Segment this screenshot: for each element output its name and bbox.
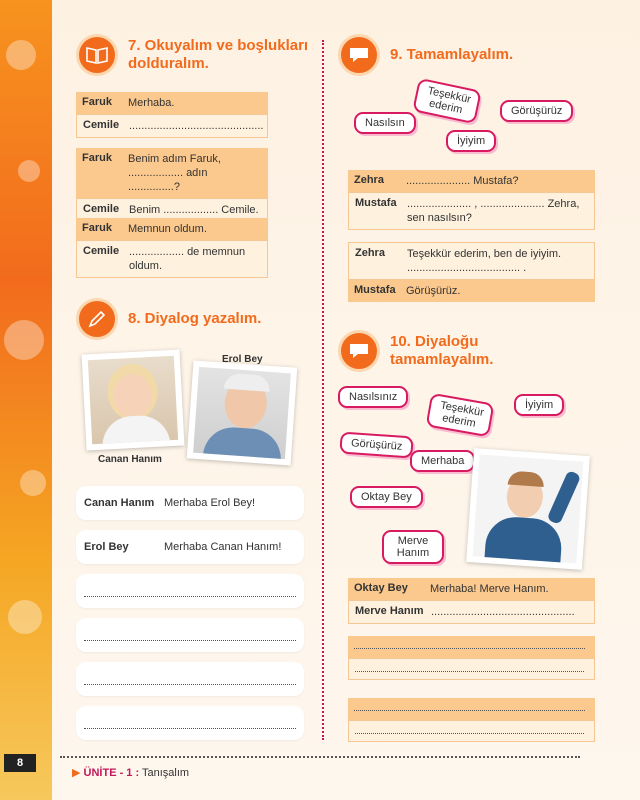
blank-writing-line[interactable] (76, 662, 304, 696)
photo-erol-bey (187, 360, 298, 465)
word-chip[interactable]: Teşekkür ederim (426, 393, 495, 438)
blank-writing-line[interactable] (348, 720, 595, 742)
dialog-row: Faruk Benim adım Faruk, .................. adın ...............? (76, 148, 268, 198)
page-number: 8 (4, 754, 36, 772)
section7-dialog-2 (76, 148, 268, 222)
arrow-right-icon: ▶ (72, 767, 81, 779)
section9-table-1 (348, 170, 595, 230)
section8-header (76, 298, 261, 340)
section10-header (338, 330, 540, 372)
caption-canan-hanim: Canan Hanım (98, 454, 162, 465)
section8-title: 8. Diyalog yazalım. (128, 310, 262, 327)
dialog-row: Faruk Merhaba. (76, 92, 268, 114)
dialog-row-canan: Canan Hanım Merhaba Erol Bey! (76, 486, 304, 520)
photo-oktay-bey (466, 448, 590, 570)
pencil-icon (76, 298, 118, 340)
section7-dialog-3 (76, 218, 268, 278)
section7-title: 7. Okuyalım ve boşlukları dolduralım. (128, 37, 309, 72)
word-chip[interactable]: Görüşürüz (339, 431, 414, 458)
section10-table (348, 578, 595, 624)
dialog-row: Mustafa ..................... , ..................... Zehra, sen nasılsın? (348, 192, 595, 230)
dialog-row: Merve Hanım ............................................... (348, 600, 595, 624)
section7-header (76, 34, 318, 76)
section9-header (338, 34, 513, 76)
word-chip[interactable]: Nasılsınız (338, 386, 408, 408)
blank-writing-line[interactable] (348, 698, 595, 720)
word-chip[interactable]: Görüşürüz (500, 100, 573, 122)
word-chip[interactable]: İyiyim (446, 130, 496, 152)
column-divider (322, 40, 324, 740)
section9-title: 9. Tamamlayalım. (390, 46, 514, 63)
dialog-row: Cemile .................. de memnun oldum. (76, 240, 268, 278)
dialog-row: Faruk Memnun oldum. (76, 218, 268, 240)
word-chip[interactable]: Merve Hanım (382, 530, 444, 564)
decorative-left-band (0, 0, 52, 800)
speech-bubble-icon (338, 330, 380, 372)
footer-unit: ▶ ÜNİTE - 1 : Tanışalım (72, 767, 190, 779)
dialog-row-erol: Erol Bey Merhaba Canan Hanım! (76, 530, 304, 564)
blank-writing-line[interactable] (348, 658, 595, 680)
dialog-row: Mustafa Görüşürüz. (348, 280, 595, 302)
section10-title: 10. Diyaloğu tamamlayalım. (390, 333, 494, 368)
word-chip[interactable]: Teşekkür ederim (412, 78, 482, 125)
word-chip[interactable]: Oktay Bey (350, 486, 423, 508)
caption-erol-bey: Erol Bey (222, 354, 263, 365)
dialog-row: Oktay Bey Merhaba! Merve Hanım. (348, 578, 595, 600)
dialog-row: Zehra ..................... Mustafa? (348, 170, 595, 192)
section9-table-2 (348, 242, 595, 302)
dialog-row: Zehra Teşekkür ederim, ben de iyiyim. ..................................... . (348, 242, 595, 280)
blank-writing-line[interactable] (348, 636, 595, 658)
blank-writing-line[interactable] (76, 706, 304, 740)
dialog-row: Cemile Benim .................. Cemile. (76, 198, 268, 222)
blank-writing-line[interactable] (76, 574, 304, 608)
word-chip[interactable]: İyiyim (514, 394, 564, 416)
photo-canan-hanim (82, 350, 185, 451)
blank-writing-line[interactable] (76, 618, 304, 652)
book-icon (76, 34, 118, 76)
dialog-row: Cemile ............................................ (76, 114, 268, 138)
word-chip[interactable]: Merhaba (410, 450, 475, 472)
section7-dialog-1 (76, 92, 268, 138)
footer-rule (60, 756, 580, 758)
speech-bubble-icon (338, 34, 380, 76)
word-chip[interactable]: Nasılsın (354, 112, 416, 134)
